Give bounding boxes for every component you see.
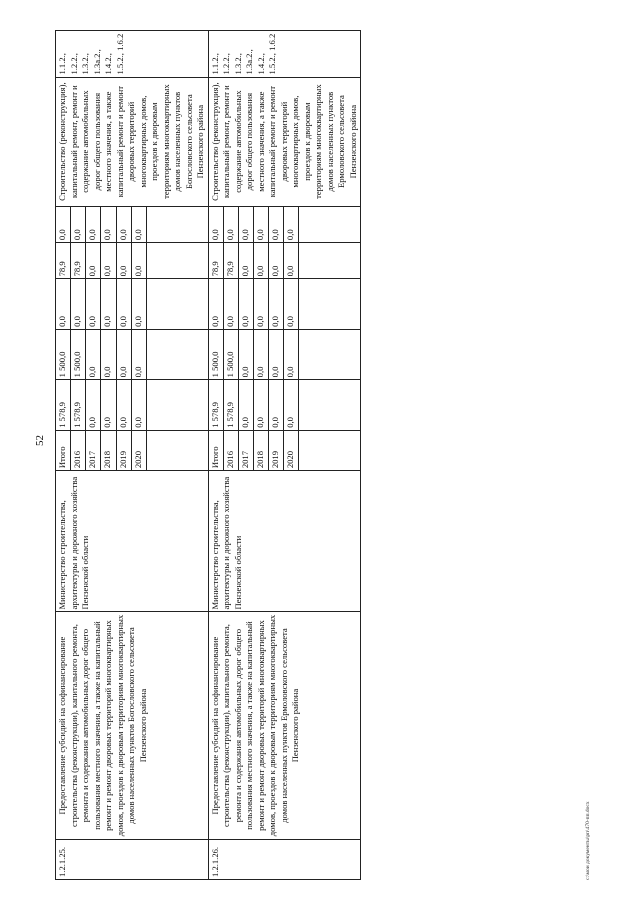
rotated-sheet [55, 30, 605, 880]
funding-cell: 0,0 [269, 329, 284, 379]
empty-cell [146, 329, 208, 379]
funding-cell: 0,0 [269, 279, 284, 329]
row-indicators: 1.1.2., 1.2.2., 1.3.2., 1.3а.2., 1.4.2., 1.5.2., 1.6.2 [56, 31, 209, 78]
funding-cell: 0,0 [269, 243, 284, 279]
funding-cell: 0,0 [116, 243, 131, 279]
funding-cell: 0,0 [116, 279, 131, 329]
funding-cell: 0,0 [131, 206, 146, 242]
funding-cell: 0,0 [86, 279, 101, 329]
funding-cell: 0,0 [101, 279, 116, 329]
funding-cell: 0,0 [253, 243, 268, 279]
funding-cell: 1 500,0 [71, 329, 86, 379]
funding-cell: 0,0 [269, 206, 284, 242]
funding-cell: 0,0 [71, 206, 86, 242]
funding-cell: 0,0 [131, 329, 146, 379]
funding-cell: 0,0 [131, 243, 146, 279]
total-cell: 0,0 [253, 380, 268, 430]
total-cell: 0,0 [131, 380, 146, 430]
year-cell: 2020 [131, 430, 146, 470]
empty-cell [299, 243, 361, 279]
empty-cell [146, 380, 208, 430]
year-cell: 2017 [86, 430, 101, 470]
funding-cell: 0,0 [238, 279, 253, 329]
year-cell: 2018 [101, 430, 116, 470]
funding-cell: 0,0 [223, 206, 238, 242]
funding-cell: 78,9 [223, 243, 238, 279]
table-row [56, 31, 71, 880]
funding-cell: 0,0 [131, 279, 146, 329]
funding-cell: 1 500,0 [223, 329, 238, 379]
funding-cell: 1 500,0 [56, 329, 71, 379]
total-cell: 1 578,9 [71, 380, 86, 430]
funding-cell: 0,0 [71, 279, 86, 329]
empty-cell [146, 243, 208, 279]
year-cell: 2018 [253, 430, 268, 470]
funding-cell: 0,0 [284, 329, 299, 379]
funding-cell: 0,0 [101, 243, 116, 279]
total-cell: 0,0 [284, 380, 299, 430]
total-cell: 0,0 [116, 380, 131, 430]
funding-cell: 0,0 [284, 206, 299, 242]
funding-cell: 0,0 [238, 329, 253, 379]
empty-cell [146, 206, 208, 242]
footer-file-path: c:\мои документы\рп\470-пп.docx [585, 801, 591, 880]
funding-cell: 0,0 [208, 206, 223, 242]
funding-cell: 0,0 [86, 243, 101, 279]
row-responsible: Министерство строительства, архитектуры и дорожного хозяйства Пензенской области [208, 471, 361, 612]
funding-cell: 0,0 [56, 206, 71, 242]
row-code: 1.2.1.25. [56, 839, 209, 879]
year-cell: Итого [56, 430, 71, 470]
funding-cell: 0,0 [253, 279, 268, 329]
funding-cell: 0,0 [238, 243, 253, 279]
total-cell: 0,0 [238, 380, 253, 430]
empty-cell [146, 279, 208, 329]
row-activity: Строительство (реконструкция), капитальный ремонт, ремонт и содержание автомобильных дорог общего пользования местного значения, а также капитальный ремонт и ремонт дворовых территорий многоквартирных домов, проездов к дворовым территориям многоквартирных домов населенных пунктов Ермоловского сельсовета Пензенского района [208, 77, 361, 206]
total-cell: 1 578,9 [223, 380, 238, 430]
funding-cell: 0,0 [238, 206, 253, 242]
year-cell: 2016 [71, 430, 86, 470]
funding-cell: 0,0 [116, 206, 131, 242]
empty-cell [299, 380, 361, 430]
funding-cell: 0,0 [86, 206, 101, 242]
table-row [208, 31, 223, 880]
page-number: 52 [34, 435, 46, 446]
funding-cell: 0,0 [253, 206, 268, 242]
total-cell: 1 578,9 [56, 380, 71, 430]
funding-cell: 0,0 [56, 279, 71, 329]
funding-cell: 0,0 [253, 329, 268, 379]
total-cell: 0,0 [101, 380, 116, 430]
funding-cell: 0,0 [86, 329, 101, 379]
empty-cell [146, 430, 208, 470]
funding-cell: 1 500,0 [208, 329, 223, 379]
row-description: Предоставление субсидий на софинансирование строительства (реконструкции), капитального ремонта, ремонта и содержания автомобильных дорог общего пользования местного значения, а также на капитальный ремонт и ремонт дворовых территорий многоквартирных домов, проездов к дворовым территориям многоквартирных домов населенных пунктов Богословского сельсовета Пензенского района [56, 612, 209, 839]
empty-cell [299, 329, 361, 379]
total-cell: 1 578,9 [208, 380, 223, 430]
funding-cell: 78,9 [71, 243, 86, 279]
total-cell: 0,0 [86, 380, 101, 430]
funding-cell: 0,0 [284, 243, 299, 279]
funding-cell: 78,9 [208, 243, 223, 279]
row-responsible: Министерство строительства, архитектуры и дорожного хозяйства Пензенской области [56, 471, 209, 612]
year-cell: 2019 [269, 430, 284, 470]
row-indicators: 1.1.2., 1.2.2., 1.3.2., 1.3а.2., 1.4.2., 1.5.2., 1.6.2 [208, 31, 361, 78]
empty-cell [299, 430, 361, 470]
year-cell: 2017 [238, 430, 253, 470]
funding-cell: 0,0 [284, 279, 299, 329]
funding-cell: 0,0 [223, 279, 238, 329]
program-activities-table [55, 30, 361, 880]
empty-cell [299, 206, 361, 242]
year-cell: 2019 [116, 430, 131, 470]
row-code: 1.2.1.26. [208, 839, 361, 879]
row-description: Предоставление субсидий на софинансирование строительства (реконструкции), капитального ремонта, ремонта и содержания автомобильных дорог общего пользования местного значения, а также на капитальный ремонт и ремонт дворовых территорий многоквартирных домов, проездов к дворовым территориям многоквартирных домов населенных пунктов Ермоловского сельсовета Пензенского района [208, 612, 361, 839]
total-cell: 0,0 [269, 380, 284, 430]
year-cell: 2016 [223, 430, 238, 470]
funding-cell: 0,0 [208, 279, 223, 329]
year-cell: 2020 [284, 430, 299, 470]
empty-cell [299, 279, 361, 329]
funding-cell: 0,0 [116, 329, 131, 379]
row-activity: Строительство (реконструкция), капитальный ремонт, ремонт и содержание автомобильных дорог общего пользования местного значения, а также капитальный ремонт и ремонт дворовых территорий многоквартирных домов, проездов к дворовым территориям многоквартирных домов населенных пунктов Богословского сельсовета Пензенского района [56, 77, 209, 206]
funding-cell: 78,9 [56, 243, 71, 279]
funding-cell: 0,0 [101, 206, 116, 242]
year-cell: Итого [208, 430, 223, 470]
funding-cell: 0,0 [101, 329, 116, 379]
